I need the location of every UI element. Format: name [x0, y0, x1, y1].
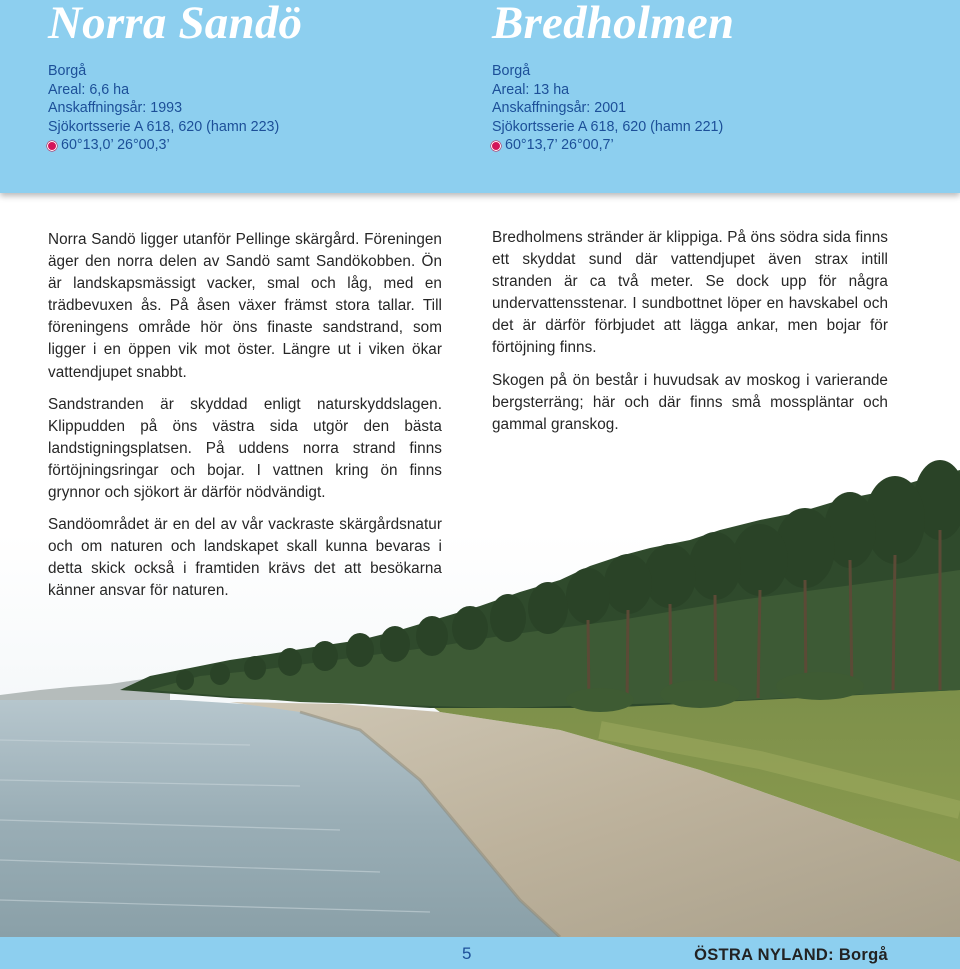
- area: Areal: 13 ha: [492, 81, 570, 98]
- location-dot-icon: [47, 141, 57, 151]
- acquisition-year: Anskaffningsår: 1993: [48, 100, 183, 117]
- paragraph: Sandstranden är skyddad enligt naturskyddslagen. Klippudden på öns västra sida utgör den bästa landstigningsplatsen. På uddens norra strand finns förtöjningsringar och bojar. I vattnen kring ön finns grynnor och sjökort är därför nödvändigt.: [48, 395, 442, 502]
- nautical-chart-series: Sjökortsserie A 618, 620 (hamn 223): [48, 118, 280, 135]
- coordinates-row: [48, 136, 468, 155]
- island-facts: [48, 62, 468, 155]
- acquisition-year: Anskaffningsår: 2001: [492, 100, 627, 117]
- footer-band: [0, 937, 960, 969]
- paragraph: Norra Sandö ligger utanför Pellinge skärgård. Föreningen äger den norra delen av Sandö samt Sandökobben. Ön är landskapsmässigt vacker, smal och låg, med en trädbevuxen ås. På åsen växer främst stora tallar. Till föreningens område hör öns finaste sandstrand, som ligger i en öppen vik mot öster. Längre ut i viken ökar vattendjupet snabbt.: [48, 231, 442, 381]
- paragraph: Sandöområdet är en del av vår vackraste skärgårdsnatur och om naturen och landskapet skall kunna bevaras i detta skick också i framtiden krävs det att besökarna känner ansvar för naturen.: [48, 516, 442, 600]
- municipality: Borgå: [48, 63, 87, 79]
- coordinates: 60°13,0’ 26°00,3’: [61, 137, 170, 154]
- bredholmen-description: [492, 227, 888, 446]
- location-dot-icon: [491, 141, 501, 151]
- region-label: ÖSTRA NYLAND: Borgå: [694, 946, 888, 964]
- page-number: 5: [462, 944, 472, 963]
- coordinates-row: [492, 136, 912, 155]
- area: Areal: 6,6 ha: [48, 81, 130, 98]
- norra-sando-description: [48, 229, 442, 613]
- island-facts: [492, 62, 912, 155]
- header-band: [0, 0, 960, 193]
- municipality: Borgå: [492, 63, 531, 79]
- island-title: Norra Sandö: [48, 0, 303, 49]
- nautical-chart-series: Sjökortsserie A 618, 620 (hamn 221): [492, 118, 724, 135]
- island-title: Bredholmen: [492, 0, 735, 49]
- paragraph: Skogen på ön består i huvudsak av moskog i varierande bergsterräng; här och där finns små mosspläntar och gammal granskog.: [492, 371, 888, 433]
- paragraph: Bredholmens stränder är klippiga. På öns södra sida finns ett skyddat sund där vattendjupet även strax intill stranden är ca två meter. Se dock upp för några undervattensstenar. I sundbottnet löper en havskabel och det är därför förbjudet att lägga ankar, men bojar för förtöjning finns.: [492, 229, 888, 357]
- coordinates: 60°13,7’ 26°00,7’: [505, 137, 614, 154]
